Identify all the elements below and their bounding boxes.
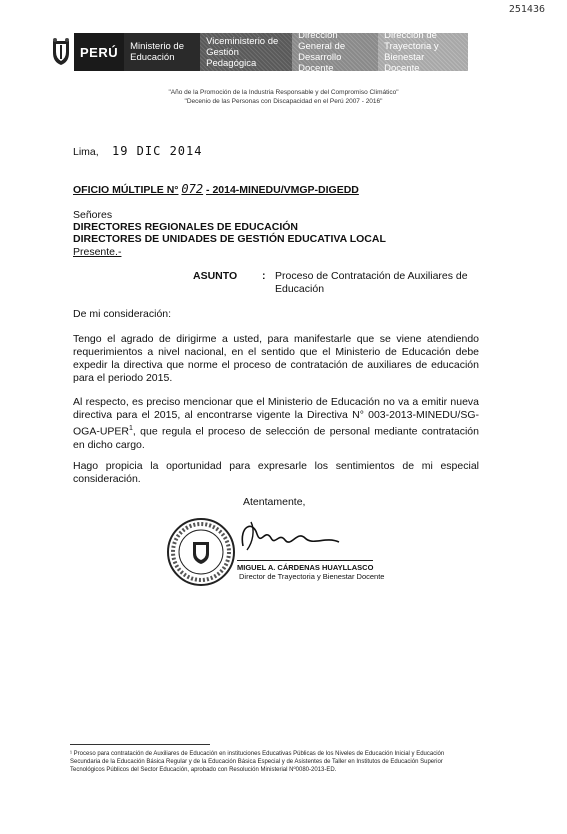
oficio-prefix: OFICIO MÚLTIPLE N° (73, 184, 179, 196)
peru-label: PERÚ (74, 33, 124, 71)
recipient-line-1: DIRECTORES REGIONALES DE EDUCACIÓN (73, 221, 298, 233)
asunto-label: ASUNTO (193, 270, 238, 282)
signer-name: MIGUEL A. CÁRDENAS HUAYLLASCO (237, 560, 373, 573)
motto-line-1: "Año de la Promoción de la Industria Responsable y del Compromiso Climático" (168, 89, 399, 96)
paragraph-1: Tengo el agrado de dirigirme a usted, para manifestarle que se viene atendiendo requerimientos a nivel nacional, en el sentido que el Ministerio de Educación debe expedir la directiva que norme el proceso de contratación de auxiliares de educación para el periodo 2015. (73, 333, 479, 384)
asunto-colon: : (262, 270, 266, 282)
ministry-header (48, 30, 468, 74)
paragraph-2 (73, 396, 479, 452)
footnote-ref: 1 (129, 425, 133, 432)
presente: Presente.- (73, 246, 122, 258)
asunto-text: Proceso de Contratación de Auxiliares de Educación (275, 270, 468, 295)
footnote: ¹ Proceso para contratación de Auxiliares de Educación en instituciones Educativas Públicas de los Niveles de Educación Inicial y Educación Secundaria de la Educación Básica Regular y de la Educación Básica Especial y de Asistentes de Taller en Institutos de Educación Superior Tecnológicos Públicos del Sector Educación, aprobado con Resolución Ministerial Nº0080-2013-ED. (70, 751, 445, 773)
header-viceministry: Viceministerio de Gestión Pedagógica (200, 33, 292, 71)
recipient-line-2: DIRECTORES DE UNIDADES DE GESTIÓN EDUCATIVA LOCAL (73, 233, 386, 245)
signer-title: Director de Trayectoria y Bienestar Docente (239, 572, 385, 581)
footnote-divider (70, 744, 210, 745)
official-seal-icon (165, 516, 237, 588)
header-ministry: Ministerio de Educación (124, 33, 200, 71)
greeting: De mi consideración: (73, 308, 172, 320)
signature-area (165, 516, 385, 596)
date-stamp: 19 DIC 2014 (112, 144, 203, 158)
salutation: Señores (73, 209, 113, 221)
oficio-heading (73, 183, 359, 197)
header-direction: Dirección de Trayectoria y Bienestar Docente (378, 33, 468, 71)
header-general-direction: Dirección General de Desarrollo Docente (292, 33, 378, 71)
paragraph-2-part-a: Al respecto, es preciso mencionar que el Ministerio de Educación no va a emitir nueva directiva para el 2015, al encontrarse vigente la Directiva N° 003-2013-MINEDU/SG-OGA-UPER (73, 396, 479, 438)
place: Lima, (73, 146, 99, 158)
registry-number: 251436 (508, 4, 545, 15)
handwritten-signature-icon (235, 516, 345, 556)
closing: Atentamente, (243, 496, 306, 508)
peru-coat-of-arms-icon (48, 33, 74, 71)
paragraph-2-part-b: , que regula el proceso de selección de personal mediante contratación en dicho cargo. (73, 425, 479, 451)
oficio-number: 072 (181, 182, 204, 196)
paragraph-3: Hago propicia la oportunidad para expresarle los sentimientos de mi especial consideración. (73, 460, 479, 485)
oficio-suffix: - 2014-MINEDU/VMGP-DIGEDD (206, 184, 359, 196)
motto-line-2: "Decenio de las Personas con Discapacidad en el Perú 2007 - 2016" (184, 98, 383, 105)
